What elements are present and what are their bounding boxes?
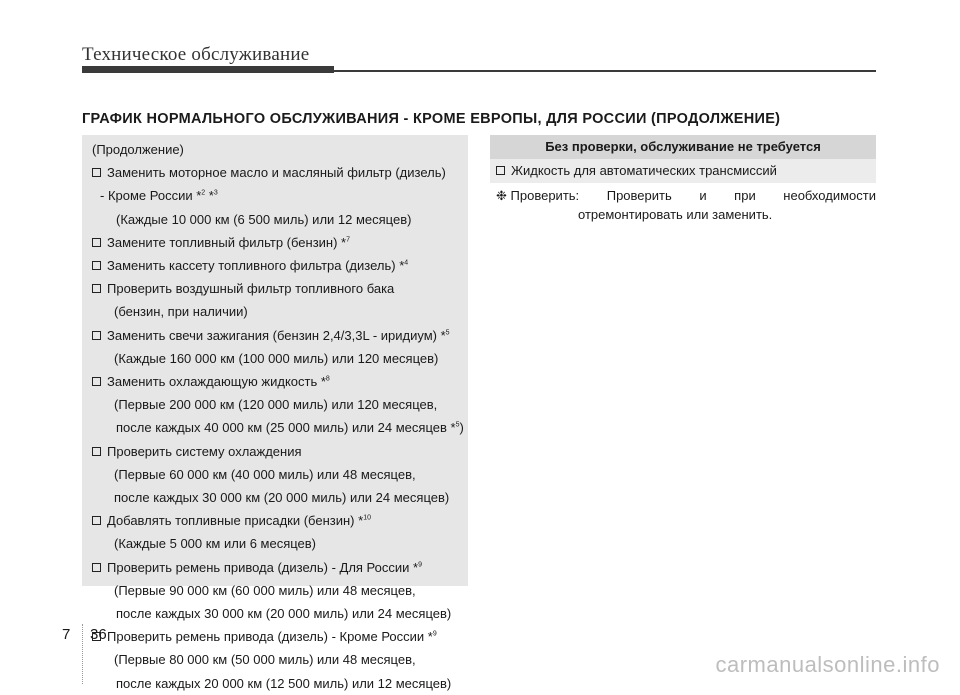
- section-title: ГРАФИК НОРМАЛЬНОГО ОБСЛУЖИВАНИЯ - КРОМЕ ЕВРОПЫ, ДЛЯ РОССИИ (ПРОДОЛЖЕНИЕ): [82, 111, 781, 127]
- checkbox-icon: [92, 447, 101, 456]
- list-item: (Продолжение): [92, 142, 184, 157]
- checkbox-icon: [92, 331, 101, 340]
- page-header-title: Техническое обслуживание: [82, 44, 310, 65]
- list-item: (Первые 90 000 км (60 000 миль) или 48 месяцев,: [114, 582, 416, 598]
- watermark: carmanualsonline.info: [715, 652, 940, 677]
- page-number: 36: [90, 626, 107, 643]
- checkbox-icon: [92, 284, 101, 293]
- list-item: (бензин, при наличии): [114, 304, 248, 320]
- list-item: Добавлять топливные присадки (бензин) *$^{10}$: [92, 509, 464, 532]
- list-item: - Кроме России *$^2$ *$^3$: [100, 188, 218, 204]
- list-item: (Первые 80 000 км (50 000 миль) или 48 месяцев,: [114, 652, 416, 668]
- list-item: Проверить ремень привода (дизель) - Для России *$^9$: [92, 556, 464, 579]
- list-item: Проверить воздушный фильтр топливного бака: [92, 277, 464, 300]
- no-check-header: Без проверки, обслуживание не требуется: [490, 135, 876, 159]
- header-bar-thin: [334, 70, 876, 72]
- checkbox-icon: [92, 168, 101, 177]
- list-item: (Первые 200 000 км (120 000 миль) или 120 месяцев,: [114, 397, 438, 413]
- list-item: после каждых 30 000 км (20 000 миль) или 24 месяцев): [114, 490, 450, 506]
- list-item: после каждых 20 000 км (12 500 миль) или 12 месяцев): [116, 675, 452, 691]
- list-item: (Каждые 5 000 км или 6 месяцев): [114, 536, 317, 552]
- checkbox-icon: [92, 563, 101, 572]
- list-item: Проверить ремень привода (дизель) - Кроме России *$^9$: [92, 625, 464, 648]
- list-item: Заменить кассету топливного фильтра (дизель) *$^4$: [92, 254, 464, 277]
- checkbox-icon: [496, 166, 505, 175]
- checkbox-icon: [92, 261, 101, 270]
- checkbox-icon: [92, 238, 101, 247]
- list-item: Заменить свечи зажигания (бензин 2,4/3,3L - иридиум) *$^5$: [92, 324, 464, 347]
- header-bar-thick: [82, 66, 334, 73]
- list-item: (Каждые 10 000 км (6 500 миль) или 12 месяцев): [116, 211, 412, 227]
- list-item: после каждых 30 000 км (20 000 миль) или 24 месяцев): [116, 606, 452, 622]
- note-symbol-icon: ❉: [496, 188, 507, 203]
- footer-divider: [82, 624, 83, 684]
- list-item: Замените топливный фильтр (бензин) *$^7$: [92, 231, 464, 254]
- legend-note: ❉ Проверить: Проверить и при необходимости отремонтировать или заменить.: [496, 188, 876, 222]
- list-item: Проверить систему охлаждения: [92, 440, 464, 463]
- chapter-number: 7: [62, 626, 71, 643]
- checkbox-icon: [92, 516, 101, 525]
- list-item: Заменить охлаждающую жидкость *$^8$: [92, 370, 464, 393]
- list-item: (Каждые 160 000 км (100 000 миль) или 120 месяцев): [114, 350, 439, 366]
- list-item: после каждых 40 000 км (25 000 миль) или 24 месяцев *$^5$): [116, 420, 464, 436]
- list-item: (Первые 60 000 км (40 000 миль) или 48 месяцев,: [114, 466, 416, 482]
- checkbox-icon: [92, 377, 101, 386]
- list-item: Заменить моторное масло и масляный фильтр (дизель): [92, 161, 464, 184]
- list-item: Жидкость для автоматических трансмиссий: [490, 159, 876, 183]
